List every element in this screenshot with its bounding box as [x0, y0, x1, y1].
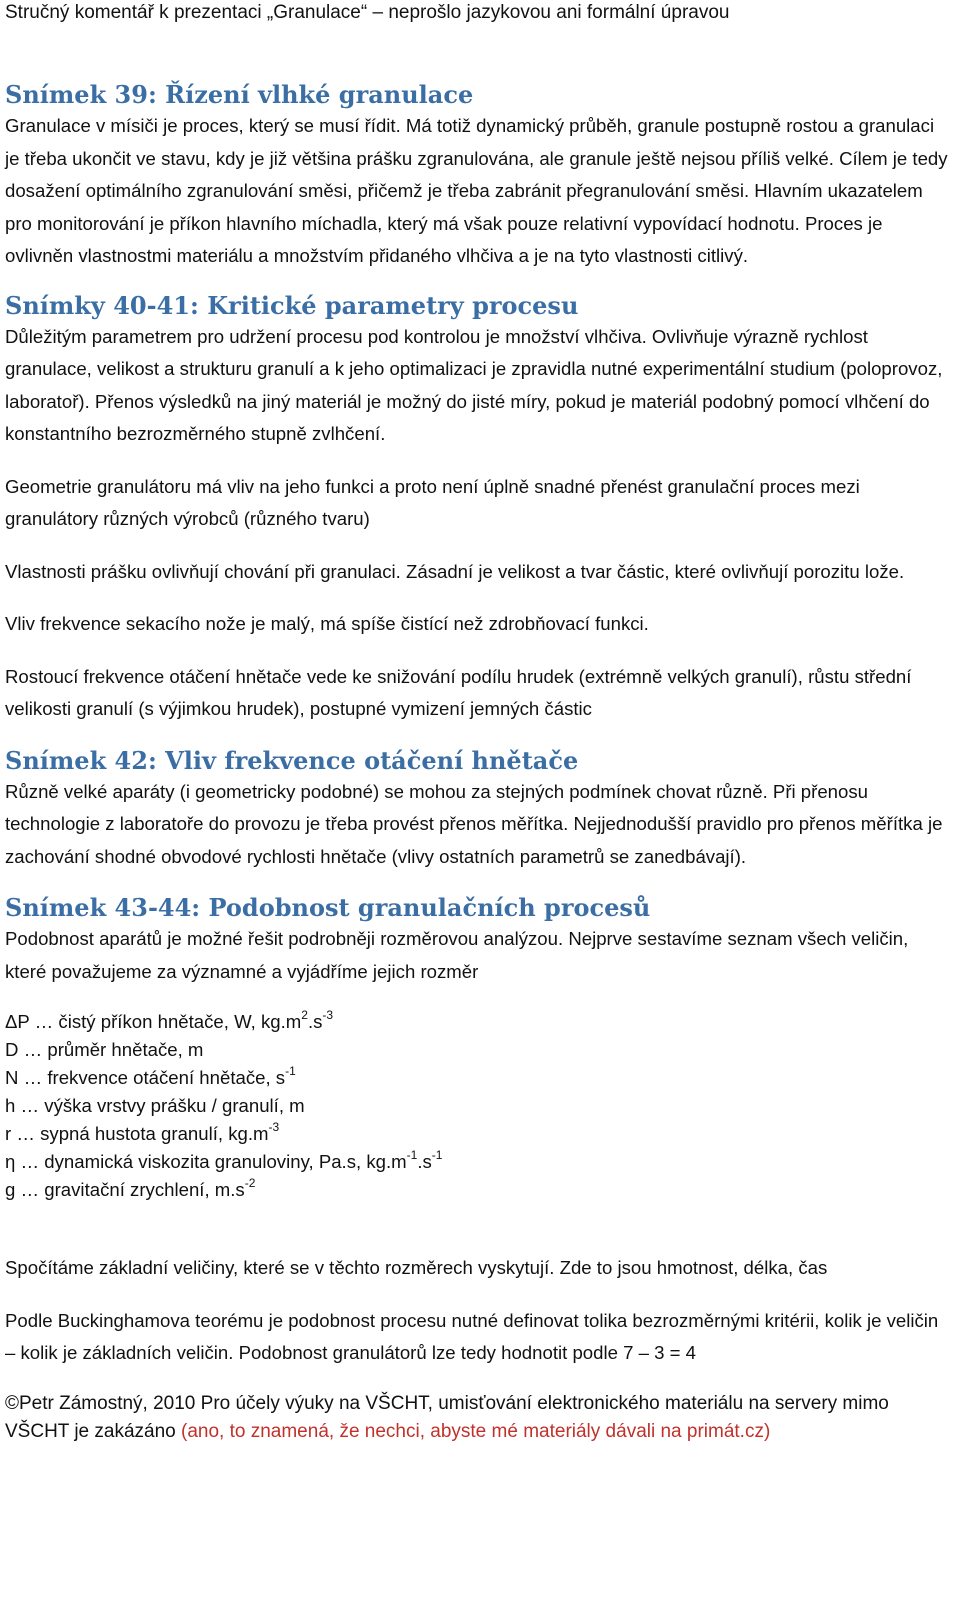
variable-item: η … dynamická viskozita granuloviny, Pa.s, $kg.m^{-1}.s^{-1}$ — [5, 1147, 443, 1172]
closing-paragraph-b: Podle Buckinghamova teorému je podobnost procesu nutné definovat tolika bezrozměrnými kritérii, kolik je veličin – kolik je základních veličin. Podobnost granulátorů lze tedy hodnotit podle 7 – 3 = 4 — [5, 1309, 939, 1363]
section-title-42: Snímek 42: Vliv frekvence otáčení hnětače — [5, 745, 579, 775]
paragraph-40-41-a: Důležitým parametrem pro udržení procesu pod kontrolou je množství vlhčiva. Ovlivňuje výrazně rychlost granulace, velikost a strukturu granulí a k jeho optimalizaci je zpravidla nutné experimentální studium (poloprovoz, laboratoř). Přenos výsledků na jiný materiál je možný do jisté míry, pokud je materiál podobný pomocí vlhčení do konstantního bezrozměrného stupně zvlhčení. — [5, 325, 943, 444]
variable-item: ΔP … čistý příkon hnětače, W, $kg.m^2.s^{-3}$ — [5, 1007, 334, 1032]
variable-item: N … frekvence otáčení hnětače, $s^{-1}$ — [5, 1063, 296, 1088]
document-page — [5, 0, 950, 1446]
copyright-warning: (ano, to znamená, že nechci, abyste mé materiály dávali na primát.cz) — [181, 1420, 771, 1442]
section-title-39: Snímek 39: Řízení vlhké granulace — [5, 80, 474, 109]
paragraph-40-41-c: Vlastnosti prášku ovlivňují chování při granulaci. Zásadní je velikost a tvar částic, které ovlivňují porozitu lože. — [5, 560, 905, 582]
paragraph-39: Granulace v mísiči je proces, který se musí řídit. Má totiž dynamický průběh, granule postupně rostou a granulaci je třeba ukončit ve stavu, kdy je již většina prášku zgranulována, ale granule ještě nejsou příliš velké. Cílem je tedy dosažení optimálního zgranulování směsi, přičemž je třeba zabránit přegranulování směsi. Hlavním ukazatelem pro monitorování je příkon hlavního míchadla, který má však pouze relativní vypovídací hodnotu. Proces je ovlivněn vlastnostmi materiálu a množstvím přidaného vlhčiva a je na tyto vlastnosti citlivý. — [5, 115, 948, 266]
variable-item: g … gravitační zrychlení, $m.s^{-2}$ — [5, 1175, 256, 1200]
paragraph-40-41-e: Rostoucí frekvence otáčení hnětače vede ke snižování podílu hrudek (extrémně velkých granulí), růstu střední velikosti granulí (s výjimkou hrudek), postupné vymizení jemných částic — [5, 665, 912, 719]
variable-item: D … průměr hnětače, m — [5, 1039, 204, 1060]
variable-list — [5, 1008, 950, 1204]
section-title-43-44: Snímek 43-44: Podobnost granulačních procesů — [5, 893, 651, 922]
header-note: Stručný komentář k prezentaci „Granulace“ – neprošlo jazykovou ani formální úpravou — [5, 2, 730, 23]
section-title-40-41: Snímky 40-41: Kritické parametry procesu — [5, 290, 579, 320]
footer-copyright — [5, 1390, 950, 1446]
paragraph-43-44: Podobnost aparátů je možné řešit podrobněji rozměrovou analýzou. Nejprve sestavíme seznam všech veličin, které považujeme za významné a vyjádříme jejich rozměr — [5, 928, 909, 982]
paragraph-40-41-b: Geometrie granulátoru má vliv na jeho funkci a proto není úplně snadné přenést granulační proces mezi granulátory různých výrobců (různého tvaru) — [5, 475, 860, 529]
closing-paragraph-a: Spočítáme základní veličiny, které se v těchto rozměrech vyskytují. Zde to jsou hmotnost, délka, čas — [5, 1257, 828, 1278]
variable-item: r … sypná hustota granulí, $kg.m^{-3}$ — [5, 1119, 280, 1144]
variable-item: h … výška vrstvy prášku / granulí, m — [5, 1095, 305, 1116]
copyright-text: ©Petr Zámostný, 2010 Pro účely výuky na VŠCHT, umisťování elektronického materiálu na servery mimo VŠCHT je zakázáno — [5, 1392, 889, 1442]
paragraph-40-41-d: Vliv frekvence sekacího nože je malý, má spíše čistící než zdrobňovací funkci. — [5, 613, 649, 634]
paragraph-42: Různě velké aparáty (i geometricky podobné) se mohou za stejných podmínek chovat různě. Při přenosu technologie z laboratoře do provozu je třeba provést přenos měřítka. Nejjednodušší pravidlo pro přenos měřítka je zachování shodné obvodové rychlosti hnětače (vlivy ostatních parametrů se zanedbávají). — [5, 780, 943, 867]
